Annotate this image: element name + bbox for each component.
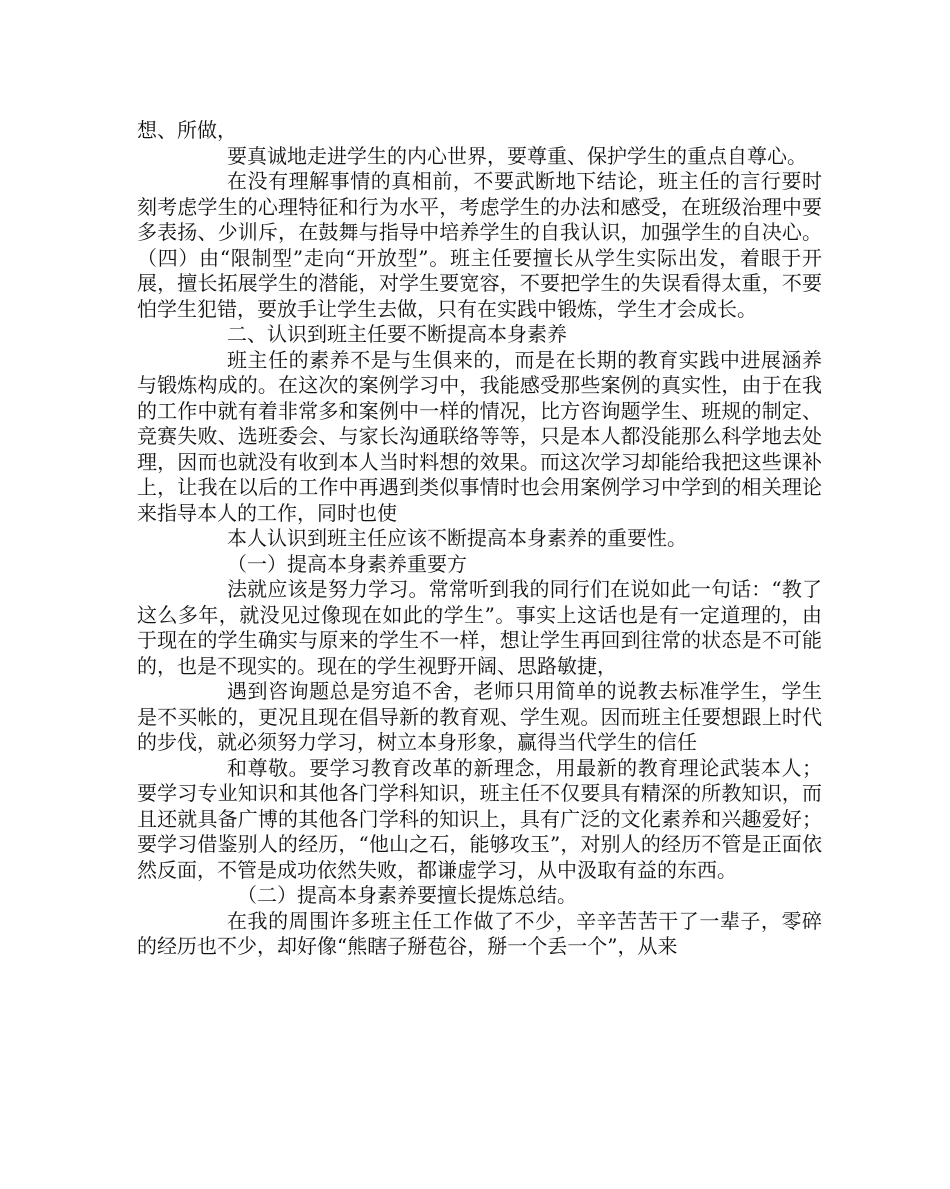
paragraph-10: 和尊敬。要学习教育改革的新理念，用最新的教育理论武装本人；要学习专业知识和其他各门学科知识，班主任不仅要具有精深的所教知识，而且还就具备广博的其他各门学科的知识上，具有广泛的文化素养和兴趣爱好；要学习借鉴别人的经历，“他山之石，能够攻玉”，对别人的经历不管是正面依然反面，不管是成功依然失败，都谦虚学习，从中汲取有益的东西。	[137, 755, 822, 882]
document-body	[137, 118, 822, 960]
paragraph-6: 本人认识到班主任应该不断提高本身素养的重要性。	[227, 526, 687, 550]
paragraph-9: 遇到咨询题总是穷追不舍，老师只用简单的说教去标准学生，学生是不买帐的，更况且现在倡导新的教育观、学生观。因而班主任要想跟上时代的步伐，就必须努力学习，树立本身形象，赢得当代学生的信任	[137, 679, 822, 754]
subheading-2: （二）提高本身素养要擅长提炼总结。	[237, 883, 577, 907]
paragraph-5: 班主任的素养不是与生俱来的，而是在长期的教育实践中进展涵养与锻炼构成的。在这次的案例学习中，我能感受那些案例的真实性，由于在我的工作中就有着非常多和案例中一样的情况，比方咨询题学生、班规的制定、竞赛失败、选班委会、与家长沟通联络等等，只是本人都没能那么科学地去处理，因而也就没有收到本人当时料想的效果。而这次学习却能给我把这些课补上，让我在以后的工作中再遇到类似事情时也会用案例学习中学到的相关理论来指导本人的工作，同时也使	[137, 347, 822, 525]
paragraph-8: 法就应该是努力学习。常常听到我的同行们在说如此一句话：“教了这么多年，就没见过像现在如此的学生”。事实上这话也是有一定道理的，由于现在的学生确实与原来的学生不一样，想让学生再回到往常的状态是不可能的，也是不现实的。现在的学生视野开阔、思路敏捷，	[137, 577, 822, 678]
paragraph-3: 在没有理解事情的真相前，不要武断地下结论，班主任的言行要时刻考虑学生的心理特征和行为水平，考虑学生的办法和感受，在班级治理中要多表扬、少训斥，在鼓舞与指导中培养学生的自我认识，加强学生的自决心。（四）由“限制型”走向“开放型”。班主任要擅长从学生实际出发，着眼于开展，擅长拓展学生的潜能，对学生要宽容，不要把学生的失误看得太重，不要怕学生犯错，要放手让学生去做，只有在实践中锻炼，学生才会成长。	[137, 169, 822, 321]
subheading-1: （一）提高本身素养重要方	[227, 551, 467, 576]
paragraph-1: 想、所做，	[137, 118, 237, 142]
paragraph-2: 要真诚地走进学生的内心世界，要尊重、保护学生的重点自尊心。	[227, 143, 807, 168]
paragraph-12: 在我的周围许多班主任工作做了不少，辛辛苦苦干了一辈子，零碎的经历也不少，却好像“熊瞎子掰苞谷，掰一个丢一个”，从来	[137, 908, 822, 958]
section-heading-2: 二、认识到班主任要不断提高本身素养	[227, 322, 567, 346]
